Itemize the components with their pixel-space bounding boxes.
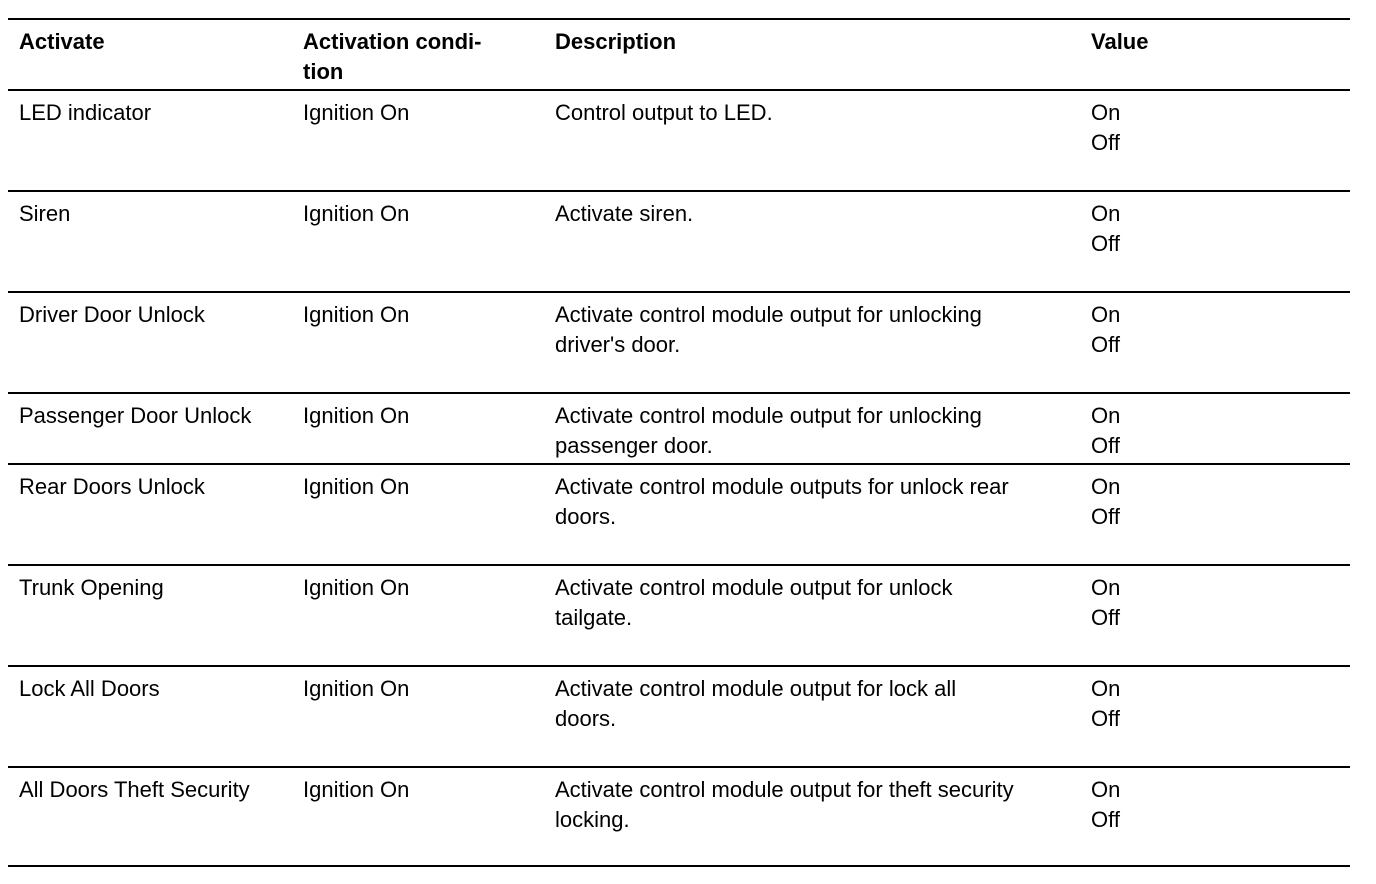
- table-row: [8, 766, 1350, 867]
- value-option: Off: [1091, 807, 1120, 832]
- cell-condition: Ignition On: [303, 575, 410, 600]
- cell-condition: Ignition On: [303, 676, 410, 701]
- cell-activate: Rear Doors Unlock: [19, 474, 205, 499]
- description-line: locking.: [555, 807, 630, 832]
- description-line: Activate control module output for lock all: [555, 676, 957, 701]
- value-option: On: [1091, 777, 1121, 802]
- value-option: On: [1091, 575, 1121, 600]
- cell-activate: LED indicator: [19, 100, 152, 125]
- value-option: On: [1091, 474, 1121, 499]
- value-option: Off: [1091, 130, 1120, 155]
- value-option: Off: [1091, 706, 1120, 731]
- table-row: [8, 89, 1350, 190]
- value-option: Off: [1091, 605, 1120, 630]
- value-option: On: [1091, 201, 1121, 226]
- cell-value: [1091, 300, 1120, 360]
- description-line: doors.: [555, 504, 617, 529]
- header-activation-condition: [303, 27, 481, 87]
- header-description: Description: [555, 29, 677, 54]
- cell-description: [555, 674, 956, 734]
- value-option: On: [1091, 403, 1121, 428]
- value-option: On: [1091, 676, 1121, 701]
- description-line: Activate control module output for unlocking: [555, 403, 982, 428]
- cell-condition: Ignition On: [303, 302, 410, 327]
- cell-description: [555, 472, 1009, 532]
- cell-value: [1091, 472, 1120, 532]
- cell-activate: Passenger Door Unlock: [19, 403, 252, 428]
- header-condition-line-2: tion: [303, 59, 344, 84]
- description-line: Activate control module outputs for unlock rear: [555, 474, 1009, 499]
- cell-description: [555, 401, 982, 461]
- table-row: [8, 463, 1350, 564]
- description-line: passenger door.: [555, 433, 713, 458]
- value-option: On: [1091, 100, 1121, 125]
- cell-value: [1091, 199, 1120, 259]
- cell-value: [1091, 573, 1120, 633]
- table-row: [8, 564, 1350, 665]
- value-option: Off: [1091, 433, 1120, 458]
- table-header-row: [8, 18, 1350, 89]
- description-line: tailgate.: [555, 605, 633, 630]
- value-option: Off: [1091, 332, 1120, 357]
- cell-description: [555, 573, 952, 633]
- value-option: On: [1091, 302, 1121, 327]
- value-option: Off: [1091, 504, 1120, 529]
- cell-value: [1091, 98, 1120, 158]
- cell-condition: Ignition On: [303, 201, 410, 226]
- table-row: [8, 392, 1350, 463]
- activation-table: [8, 18, 1350, 867]
- description-line: doors.: [555, 706, 617, 731]
- cell-value: [1091, 674, 1120, 734]
- cell-value: [1091, 401, 1120, 461]
- description-line: driver's door.: [555, 332, 681, 357]
- header-activate: Activate: [19, 29, 105, 54]
- cell-activate: Siren: [19, 201, 71, 226]
- table-row: [8, 190, 1350, 291]
- table-row: [8, 665, 1350, 766]
- cell-activate: All Doors Theft Security: [19, 777, 250, 802]
- cell-description: [555, 98, 773, 128]
- cell-description: [555, 775, 1014, 835]
- table-body: [8, 89, 1350, 867]
- cell-condition: Ignition On: [303, 777, 410, 802]
- cell-activate: Trunk Opening: [19, 575, 164, 600]
- cell-description: [555, 199, 693, 229]
- cell-description: [555, 300, 982, 360]
- header-value: Value: [1091, 29, 1149, 54]
- description-line: Activate control module output for theft security: [555, 777, 1014, 802]
- cell-condition: Ignition On: [303, 100, 410, 125]
- cell-condition: Ignition On: [303, 403, 410, 428]
- cell-activate: Driver Door Unlock: [19, 302, 205, 327]
- description-line: Activate control module output for unlocking: [555, 302, 982, 327]
- description-line: Activate control module output for unlock: [555, 575, 953, 600]
- header-condition-line-1: Activation condi-: [303, 29, 482, 54]
- description-line: Control output to LED.: [555, 100, 773, 125]
- cell-activate: Lock All Doors: [19, 676, 160, 701]
- cell-condition: Ignition On: [303, 474, 410, 499]
- cell-value: [1091, 775, 1120, 835]
- value-option: Off: [1091, 231, 1120, 256]
- description-line: Activate siren.: [555, 201, 694, 226]
- table-row: [8, 291, 1350, 392]
